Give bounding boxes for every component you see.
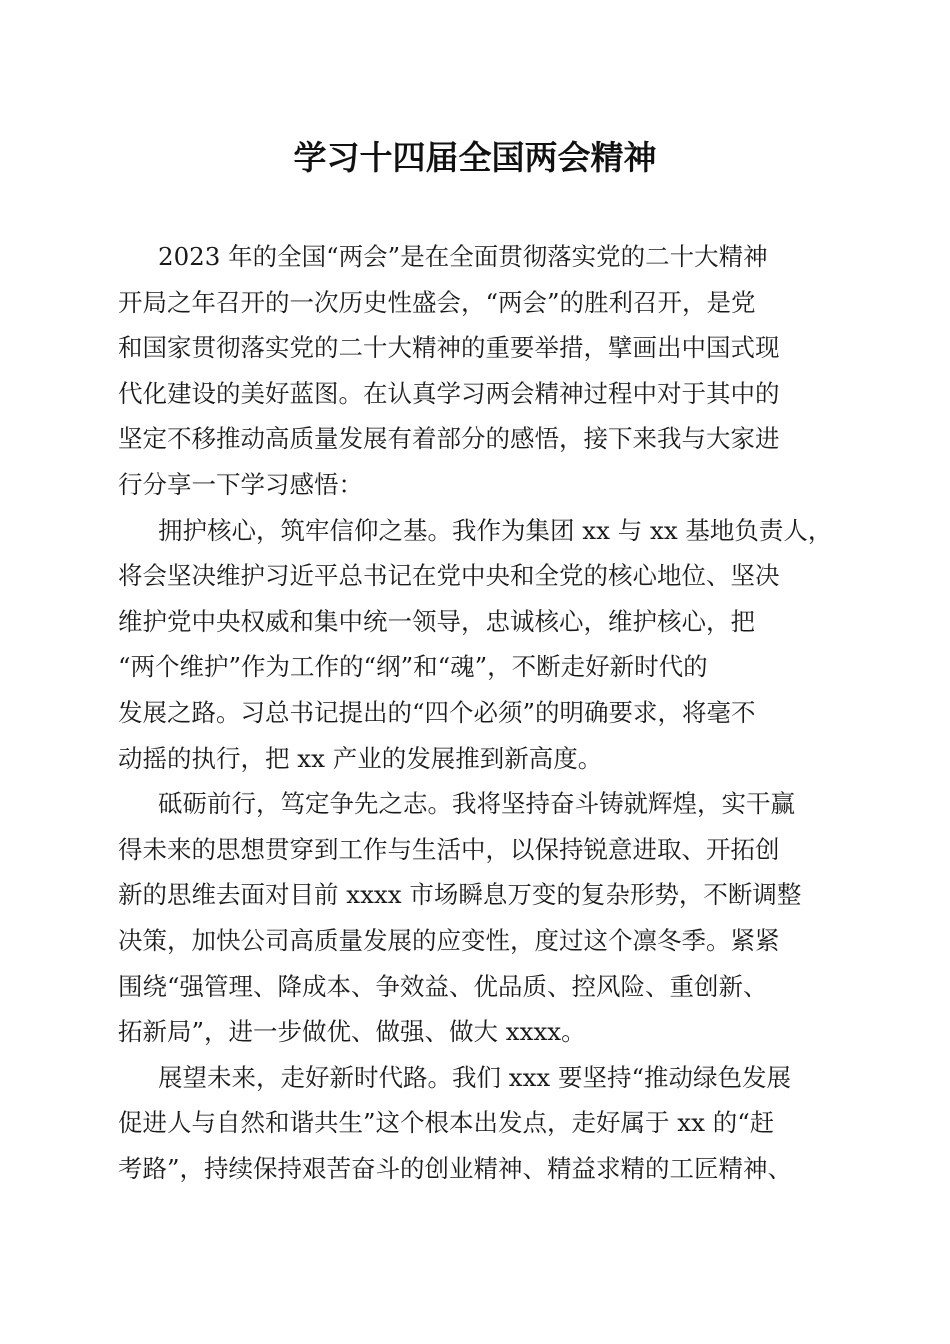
text-line: 和国家贯彻落实党的二十大精神的重要举措，擘画出中国式现 bbox=[118, 333, 780, 363]
text-line: 促进人与自然和谐共生”这个根本出发点，走好属于 xx 的“赶 bbox=[118, 1108, 775, 1138]
text-line: 拓新局”，进一步做优、做强、做大 xxxx。 bbox=[118, 1017, 586, 1047]
text-line: 得未来的思想贯穿到工作与生活中，以保持锐意进取、开拓创 bbox=[118, 834, 780, 864]
text-line: 将会坚决维护习近平总书记在党中央和全党的核心地位、坚决 bbox=[118, 561, 780, 591]
paragraph-forward bbox=[118, 781, 830, 1055]
text-line: 2023 年的全国“两会”是在全面贯彻落实党的二十大精神 bbox=[158, 242, 768, 271]
text-line: 拥护核心，筑牢信仰之基。我作为集团 xx 与 xx 基地负责人， bbox=[158, 515, 833, 545]
text-line: “两个维护”作为工作的“纲”和“魂”，不断走好新时代的 bbox=[118, 652, 708, 682]
paragraph-core bbox=[118, 508, 833, 782]
document-body bbox=[118, 234, 833, 1191]
text-line: 行分享一下学习感悟： bbox=[118, 469, 363, 499]
text-line: 围绕“强管理、降成本、争效益、优品质、控风险、重创新、 bbox=[118, 971, 768, 1001]
text-line: 发展之路。习总书记提出的“四个必须”的明确要求，将毫不 bbox=[118, 697, 756, 727]
paragraph-future bbox=[118, 1055, 830, 1192]
text-line: 开局之年召开的一次历史性盛会，“两会”的胜利召开，是党 bbox=[118, 287, 756, 317]
text-line: 砥砺前行，笃定争先之志。我将坚持奋斗铸就辉煌，实干赢 bbox=[158, 789, 795, 819]
document-title: 学习十四届全国两会精神 bbox=[293, 138, 657, 177]
text-line: 坚定不移推动高质量发展有着部分的感悟，接下来我与大家进 bbox=[118, 424, 780, 454]
text-line: 代化建设的美好蓝图。在认真学习两会精神过程中对于其中的 bbox=[118, 378, 780, 408]
text-line: 动摇的执行，把 xx 产业的发展推到新高度。 bbox=[118, 743, 603, 773]
paragraph-intro bbox=[118, 234, 830, 508]
text-line: 决策，加快公司高质量发展的应变性，度过这个凛冬季。紧紧 bbox=[118, 925, 780, 955]
text-line: 新的思维去面对目前 xxxx 市场瞬息万变的复杂形势，不断调整 bbox=[118, 880, 802, 910]
text-line: 展望未来，走好新时代路。我们 xxx 要坚持“推动绿色发展 bbox=[158, 1062, 792, 1092]
text-line: 考路”，持续保持艰苦奋斗的创业精神、精益求精的工匠精神、 bbox=[118, 1153, 793, 1183]
text-line: 维护党中央权威和集中统一领导，忠诚核心，维护核心，把 bbox=[118, 606, 755, 636]
